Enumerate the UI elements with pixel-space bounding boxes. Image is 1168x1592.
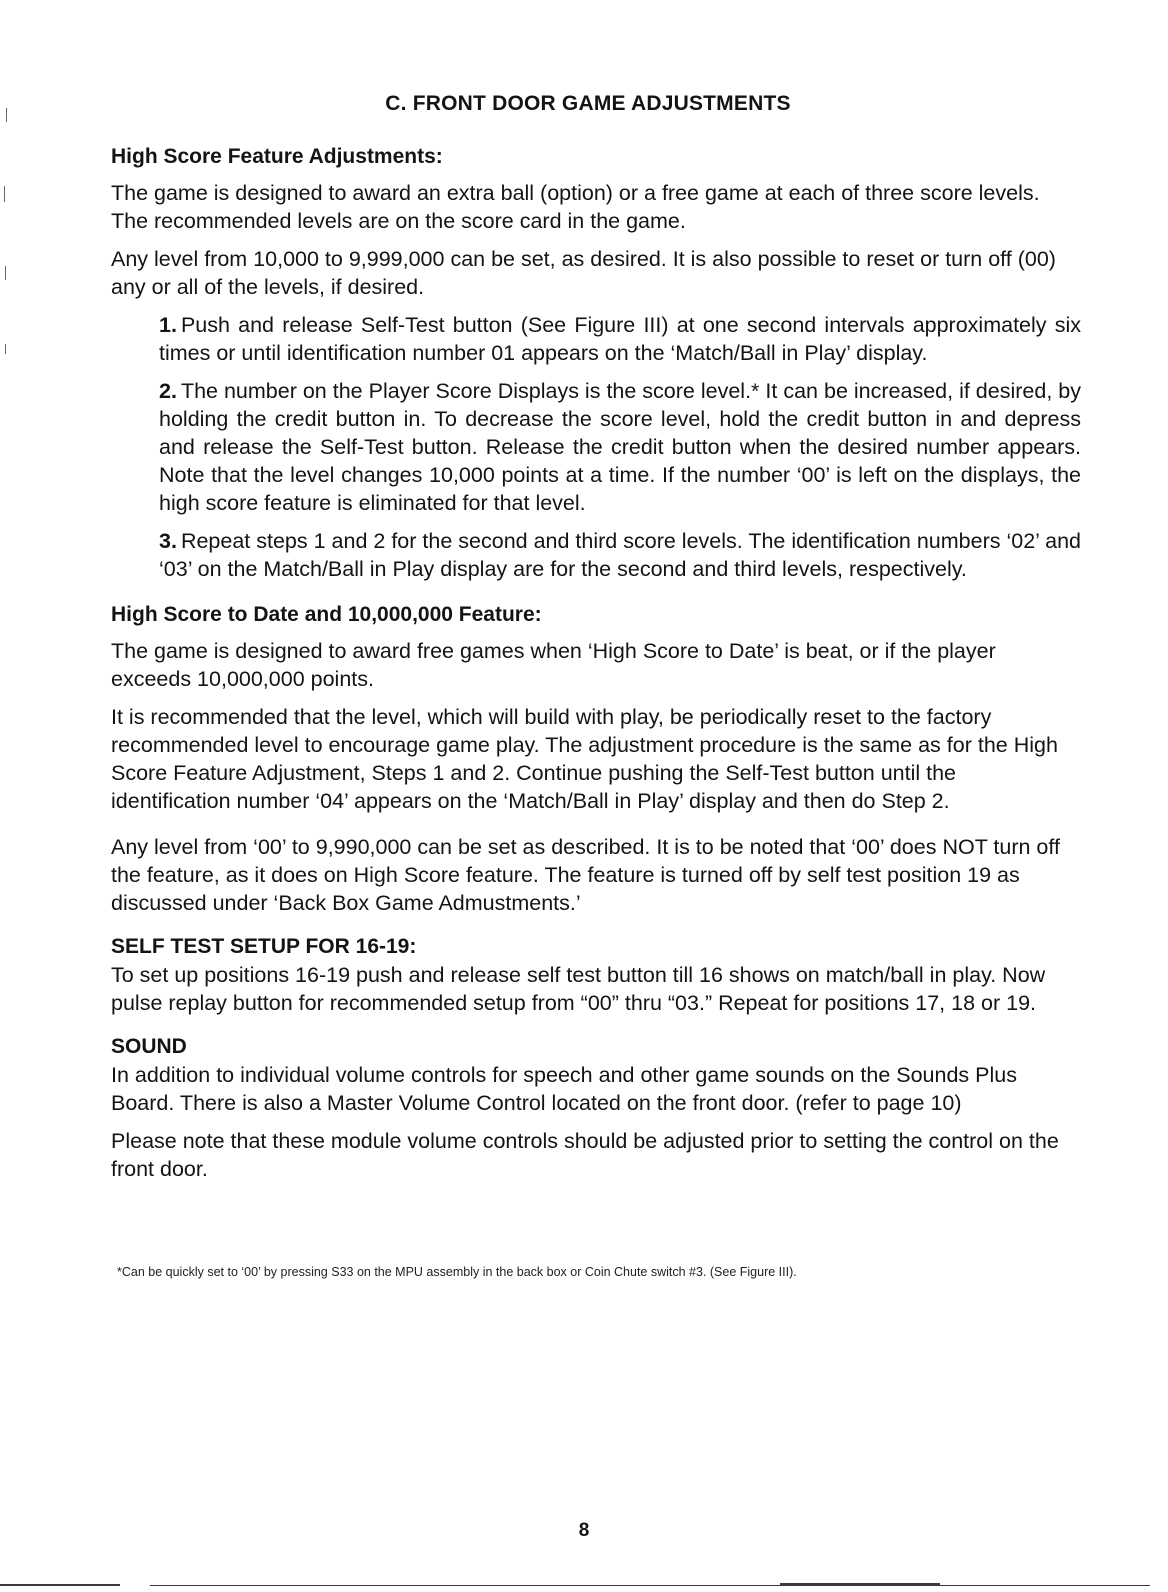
step-number: 2. <box>159 379 177 403</box>
step-list <box>159 311 1081 583</box>
scan-mark <box>5 344 6 354</box>
paragraph: Any level from ‘00’ to 9,990,000 can be set as described. It is to be noted that ‘00’ does NOT turn off the feature, as it does on High Score feature. The feature is turned off by self test position 19 as discussed under ‘Back Box Game Admustments.’ <box>111 835 1060 915</box>
paragraph: It is recommended that the level, which will build with play, be periodically reset to the factory recommended level to encourage game play. The adjustment procedure is the same as for the High Score Feature Adjustment, Steps 1 and 2. Continue pushing the Self-Test button until the identification number ‘04’ appears on the ‘Match/Ball in Play’ display and then do Step 2. <box>111 705 1058 813</box>
scan-mark <box>4 186 5 202</box>
step-number: 1. <box>159 313 177 337</box>
paragraph: The game is designed to award an extra ball (option) or a free game at each of three score levels. The recommended levels are on the score card in the game. <box>111 181 1040 233</box>
high-score-section <box>111 143 1081 583</box>
step-item <box>159 377 1081 517</box>
paragraph: In addition to individual volume controls for speech and other game sounds on the Sounds Plus Board. There is also a Master Volume Control located on the front door. (refer to page 10) <box>111 1063 1017 1115</box>
step-text: Repeat steps 1 and 2 for the second and third score levels. The identification numbers ‘02’ and ‘03’ on the Match/Ball in Play display are for the second and third levels, respectively. <box>159 529 1081 581</box>
scan-edge-line <box>150 1585 1150 1586</box>
footnote: *Can be quickly set to ‘00’ by pressing S33 on the MPU assembly in the back box or Coin Chute switch #3. (See Figure III). <box>117 1265 797 1279</box>
step-item <box>159 527 1081 583</box>
scan-edge-line <box>780 1583 940 1585</box>
step-text: Push and release Self-Test button (See Figure III) at one second intervals approximately six times or until identification number 01 appears on the ‘Match/Ball in Play’ display. <box>159 313 1081 365</box>
sound-section <box>111 1033 1081 1183</box>
self-test-section <box>111 933 1081 1017</box>
paragraph: Any level from 10,000 to 9,999,000 can be set, as desired. It is also possible to reset or turn off (00) any or all of the levels, if desired. <box>111 247 1056 299</box>
paragraph: The game is designed to award free games when ‘High Score to Date’ is beat, or if the player exceeds 10,000,000 points. <box>111 639 996 691</box>
section-heading: SOUND <box>111 1035 187 1058</box>
paragraph: To set up positions 16-19 push and release self test button till 16 shows on match/ball in play. Now pulse replay button for recommended setup from “00” thru “03.” Repeat for positions 17, 18 or 19. <box>111 963 1046 1015</box>
paragraph: Please note that these module volume controls should be adjusted prior to setting the control on the front door. <box>111 1129 1059 1181</box>
high-score-to-date-section <box>111 601 1081 917</box>
scan-mark <box>5 266 6 280</box>
section-heading: High Score Feature Adjustments: <box>111 145 443 168</box>
step-item <box>159 311 1081 367</box>
page-title: C. FRONT DOOR GAME ADJUSTMENTS <box>385 92 791 115</box>
scan-edge-line <box>0 1584 120 1586</box>
step-text: The number on the Player Score Displays is the score level.* It can be increased, if desired, by holding the credit button in. To decrease the score level, hold the credit button in and depress and release the Self-Test button. Release the credit button when the desired number appears. Note that the level changes 10,000 points at a time. If the number ‘00’ is left on the displays, the high score feature is eliminated for that level. <box>159 379 1081 515</box>
section-heading: High Score to Date and 10,000,000 Feature: <box>111 603 542 626</box>
page-number: 8 <box>578 1520 590 1541</box>
section-heading: SELF TEST SETUP FOR 16-19: <box>111 935 417 958</box>
main-content <box>111 143 1081 1193</box>
step-number: 3. <box>159 529 177 553</box>
